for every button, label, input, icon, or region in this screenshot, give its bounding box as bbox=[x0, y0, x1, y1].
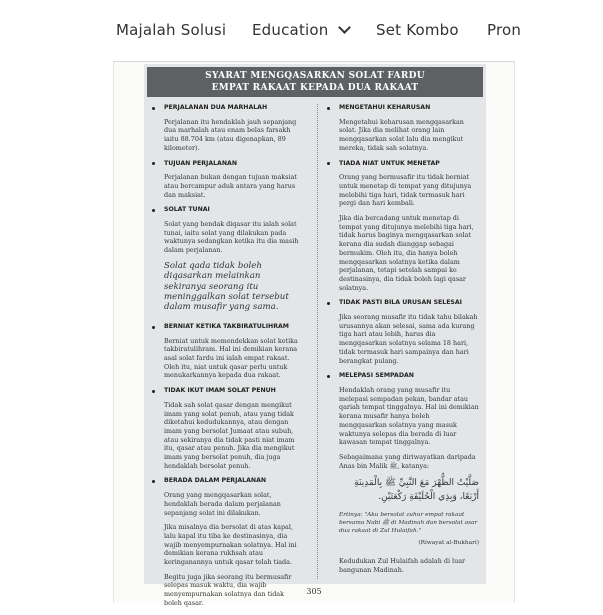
page-title bbox=[147, 67, 483, 97]
section bbox=[327, 104, 479, 153]
bullet-icon bbox=[152, 209, 155, 212]
paragraph: Tidak sah solat qasar dengan mengikut imam yang solat penuh, atau yang tidak diketahui kedudukannya, atau dengan imam yang bersolat Jumaat atau subuh, atau sekiranya dia tidak pasti niat imam itu, qasar atau penuh. Jika dia mengikut imam yang bersolat penuh, dia juga hendaklah bersolat penuh. bbox=[164, 400, 295, 470]
right-column bbox=[327, 104, 479, 582]
section-heading bbox=[327, 372, 479, 381]
section-heading-text: TIDAK IKUT IMAM SOLAT PENUH bbox=[164, 387, 276, 395]
section-heading bbox=[152, 206, 302, 215]
section bbox=[152, 387, 302, 470]
section-heading-text: MELEPASI SEMPADAN bbox=[339, 372, 414, 380]
section-heading bbox=[152, 323, 302, 332]
bullet-icon bbox=[152, 326, 155, 329]
paragraph: Orang yang bermusafir itu tidak berniat untuk menetap di tempat yang ditujunya melebihi tiga hari, tidak termasuk hari pergi dan hari kembali. bbox=[339, 173, 472, 208]
nav-item-promo[interactable]: Pron bbox=[487, 21, 522, 39]
section-heading bbox=[152, 477, 302, 486]
title-line-2: EMPAT RAKAAT KEPADA DUA RAKAAT bbox=[211, 83, 419, 93]
section-heading-text: BERADA DALAM PERJALANAN bbox=[164, 477, 267, 485]
paragraph: Jika misalnya dia bersolat di atas kapal, lalu kapal itu tiba ke destinasinya, dia wajib menyempurnakan solatnya. Hal ini demikian kerana rukhsah atau keringanannya untuk qasar telah tiada. bbox=[164, 523, 297, 567]
paragraph: Jika dia bercadang untuk menetap di tempat yang ditujunya melebihi tiga hari, tidak harus baginya mengqasarkan solat kerana dia sudah dianggap sebagai bermukim. Oleh itu, dia hanya boleh mengqasarkan solatnya ketika dalam perjalanan, tetapi setelah sampai ke destinasinya, dia tidak boleh lagi qasar solatnya. bbox=[339, 214, 474, 292]
paragraph: Orang yang mengqasarkan solat, hendaklah berada dalam perjalanan sepanjang solat ini dilakukan. bbox=[164, 491, 281, 517]
paragraph: Perjalanan itu hendaklah jauh sepanjang dua marhalah atau enam belas farsakh iaitu 88.704 km (atau digenapkan, 89 kilometer). bbox=[164, 117, 297, 152]
bullet-icon bbox=[327, 375, 330, 378]
section bbox=[152, 160, 302, 200]
section-heading bbox=[327, 299, 479, 308]
bullet-icon bbox=[152, 107, 155, 110]
page-number: 305 bbox=[306, 587, 322, 596]
section-heading-text: TIDAK PASTI BILA URUSAN SELESAI bbox=[339, 299, 462, 307]
bullet-icon bbox=[327, 302, 330, 305]
chevron-down-icon[interactable] bbox=[339, 21, 352, 34]
arabic-text: صَلَّيْتُ الظُّهْرَ مَعَ النَّبِيِّ ﷺ بِالْمَدِينَةِ أَرْبَعًا، وَبِذِي الْحُلَيْفَةِ رَكْعَتَيْنِ. bbox=[354, 478, 479, 503]
paragraph: Hendaklah orang yang musafir itu melepasi sempadan pekan, bandar atau qariah tempat tinggalnya. Hal ini demikian kerana musafir hanya boleh mengqasarkan solatnya yang masuk waktunya selepas dia berada di luar kawasan tempat tinggalnya. bbox=[339, 385, 479, 447]
section-heading-text: SOLAT TUNAI bbox=[164, 206, 210, 214]
section-heading bbox=[327, 160, 479, 169]
section bbox=[152, 206, 302, 313]
section-heading-text: TIADA NIAT UNTUK MENETAP bbox=[339, 159, 440, 167]
hadith-reference: (Riwayat al-Bukhari) bbox=[418, 539, 479, 546]
section-heading-text: BERNIAT KETIKA TAKBIRATULIHRAM bbox=[164, 322, 289, 330]
section bbox=[327, 160, 479, 293]
paragraph: Kedudukan Zul Hulaifah adalah di luar bangunan Madinah. bbox=[339, 557, 466, 575]
bullet-icon bbox=[152, 390, 155, 393]
pull-quote: Solat qada tidak boleh diqasarkan melainkan sekiranya seorang itu meninggalkan solat tersebut dalam musafir yang sama. bbox=[164, 260, 289, 313]
paragraph: Sebagaimana yang diriwayatkan daripada Anas bin Malik ﷺ, katanya: bbox=[339, 452, 476, 470]
paragraph: Perjalanan bukan dengan tujuan maksiat atau bercampur aduk antara yang harus dan maksiat. bbox=[164, 173, 297, 199]
nav-item-education-label: Education bbox=[252, 21, 329, 39]
bullet-icon bbox=[327, 107, 330, 110]
bullet-icon bbox=[327, 162, 330, 165]
left-column bbox=[152, 104, 302, 615]
section bbox=[327, 372, 479, 575]
section-heading-text: MENGETAHUI KEHARUSAN bbox=[339, 104, 431, 111]
section-heading-text: PERJALANAN DUA MARHALAH bbox=[164, 104, 268, 111]
section-heading bbox=[152, 160, 302, 169]
top-navigation bbox=[0, 0, 603, 62]
section-heading-text: TUJUAN PERJALANAN bbox=[164, 159, 237, 167]
nav-item-majalah-solusi[interactable]: Majalah Solusi bbox=[116, 21, 227, 39]
title-line-1: SYARAT MENGQASARKAN SOLAT FARDU bbox=[205, 71, 425, 81]
paragraph: Berniat untuk memendekkan solat ketika takbiratulihram. Hal ini demikian kerana asal solat fardu ini ialah empat rakaat. Oleh itu, niat untuk qasar perlu untuk menukarkannya kepada dua rakaat. bbox=[164, 336, 298, 380]
section-heading bbox=[327, 104, 479, 113]
translation: Ertinya: "Aku bersolat zuhur empat rakaat bersama Nabi ﷺ di Madinah dan bersolat asar dua rakaat di Zul Hulaifah." bbox=[339, 512, 478, 534]
nav-item-set-kombo[interactable]: Set Kombo bbox=[376, 21, 459, 39]
section bbox=[152, 323, 302, 380]
section-heading bbox=[152, 104, 302, 113]
bullet-icon bbox=[152, 162, 155, 165]
section-heading bbox=[152, 387, 302, 396]
bullet-icon bbox=[152, 480, 155, 483]
section bbox=[327, 299, 479, 365]
paragraph: Solat yang hendak diqasar itu ialah solat tunai, iaitu solat yang dilakukan pada waktunya sedangkan ketika itu dia masih dalam perjalanan. bbox=[164, 220, 299, 255]
book-page-image bbox=[113, 62, 515, 607]
paragraph: Jika seorang musafir itu tidak tahu bilakah urusannya akan selesai, sama ada kurang tiga hari atau lebih, harus dia mengqasarkan solatnya selama 18 hari, tidak termasuk hari sampainya dan hari berangkat pulang. bbox=[339, 313, 478, 365]
paragraph: Mengetahui keharusan mengqasarkan solat. Jika dia melihat orang lain mengqasarkan solat lalu dia mengikut mereka, tidak sah solatnya. bbox=[339, 117, 464, 152]
section bbox=[152, 104, 302, 153]
paragraph: Begitu juga jika seorang itu bermusafir selepas masuk waktu, dia wajib menyempurnakan solatnya dan tidak boleh qasar. bbox=[164, 572, 292, 607]
nav-item-education[interactable] bbox=[252, 21, 349, 39]
column-divider bbox=[317, 104, 318, 579]
